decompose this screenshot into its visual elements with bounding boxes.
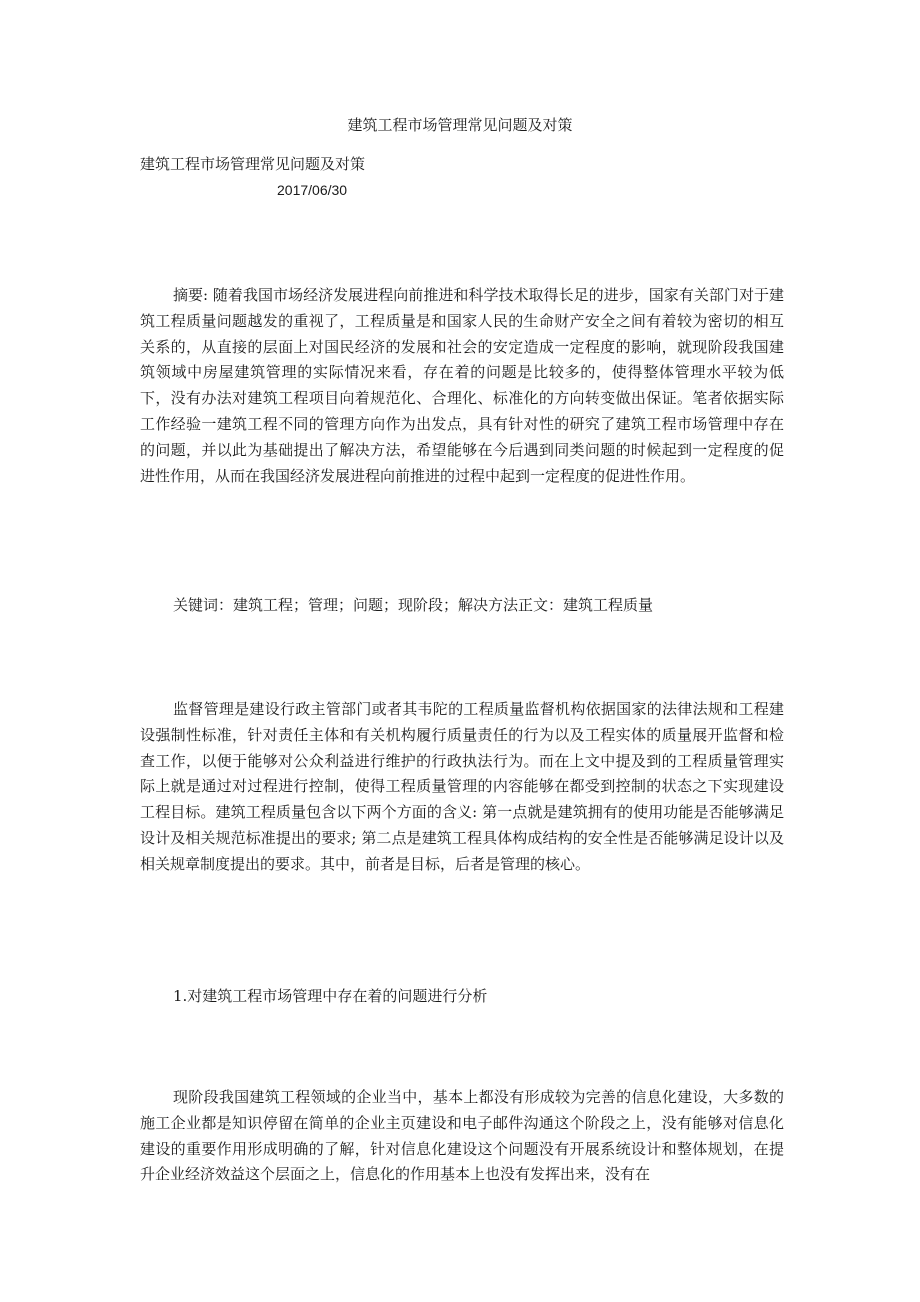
document-title: 建筑工程市场管理常见问题及对策 — [347, 116, 573, 134]
document-subtitle: 建筑工程市场管理常见问题及对策 — [140, 155, 366, 173]
abstract-paragraph: 摘要: 随着我国市场经济发展进程向前推进和科学技术取得长足的进步，国家有关部门对于建筑工程质量问题越发的重视了，工程质量是和国家人民的生命财产安全之间有着较为密切的相互关系的，从直接的层面上对国民经济的发展和社会的安定造成一定程度的影响，就现阶段我国建筑领域中房屋建筑管理的实际情况来看，存在着的问题是比较多的，使得整体管理水平较为低下，没有办法对建筑工程项目向着规范化、合理化、标准化的方向转变做出保证。笔者依据实际工作经验一建筑工程不同的管理方向作为出发点，具有针对性的研究了建筑工程市场管理中存在的问题，并以此为基础提出了解决方法，希望能够在今后遇到同类问题的时候起到一定程度的促进性作用，从而在我国经济发展进程向前推进的过程中起到一定程度的促进性作用。 — [140, 286, 784, 485]
current-stage-paragraph: 现阶段我国建筑工程领域的企业当中，基本上都没有形成较为完善的信息化建设，大多数的施工企业都是知识停留在简单的企业主页建设和电子邮件沟通这个阶段之上，没有能够对信息化建设的重要作用形成明确的了解，针对信息化建设这个问题没有开展系统设计和整体规划，在提升企业经济效益这个层面之上，信息化的作用基本上也没有发挥出来，没有在 — [140, 1088, 784, 1184]
supervision-paragraph: 监督管理是建设行政主管部门或者其韦陀的工程质量监督机构依据国家的法律法规和工程建设强制性标准，针对责任主体和有关机构履行质量责任的行为以及工程实体的质量展开监督和检查工作，以便于能够对公众利益进行维护的行政执法行为。而在上文中提及到的工程质量管理实际上就是通过对过程进行控制，使得工程质量管理的内容能够在都受到控制的状态之下实现建设工程目标。建筑工程质量包含以下两个方面的含义: 第一点就是建筑拥有的使用功能是否能够满足设计及相关规范标准提出的要求; 第二点是建筑工程具体构成结构的安全性是否能够满足设计以及相关规章制度提出的要求。其中，前者是目标，后者是管理的核心。 — [140, 700, 784, 873]
section-heading: 1.对建筑工程市场管理中存在着的问题进行分析 — [173, 987, 488, 1005]
publish-date: 2017/06/30 — [277, 182, 348, 198]
keywords-paragraph: 关键词：建筑工程；管理；问题；现阶段；解决方法正文：建筑工程质量 — [173, 596, 654, 614]
